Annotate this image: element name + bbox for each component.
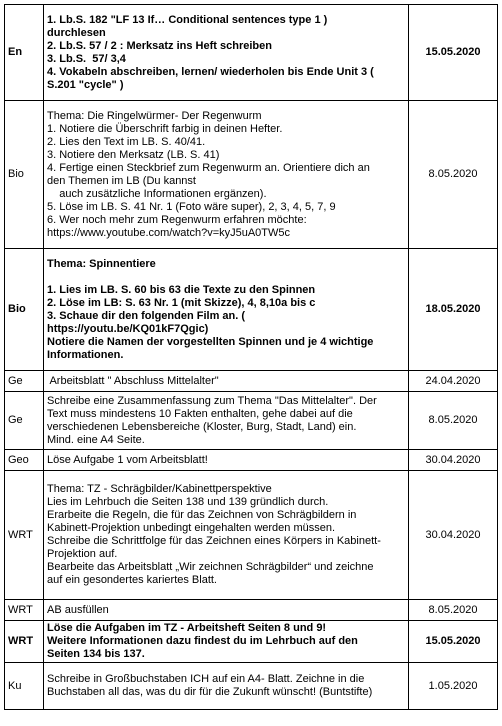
- task-line: Mind. eine A4 Seite.: [47, 433, 145, 446]
- due-date-cell: 8.05.2020: [409, 101, 498, 249]
- task-cell: [44, 600, 409, 621]
- task-line: [47, 271, 405, 284]
- subject-cell: Bio: [5, 101, 44, 249]
- due-date-cell: 15.05.2020: [409, 5, 498, 101]
- subject-cell: WRT: [5, 471, 44, 600]
- task-line: 3. Schaue dir den folgenden Film an. (: [47, 309, 246, 322]
- task-line: 2. Löse im LB: S. 63 Nr. 1 (mit Skizze), 4, 8,10a bis c: [47, 296, 316, 309]
- subject-cell: En: [5, 5, 44, 101]
- task-cell: [44, 392, 409, 450]
- subject-cell: Geo: [5, 450, 44, 471]
- task-line: den Themen im LB (Du kannst: [47, 174, 196, 187]
- task-line: AB ausfüllen: [47, 603, 109, 616]
- task-line: Erarbeite die Regeln, die für das Zeichnen von Schrägbildern in: [47, 509, 357, 521]
- task-line: 1. Lies im LB. S. 60 bis 63 die Texte zu den Spinnen: [47, 283, 316, 296]
- task-line: Notiere die Namen der vorgestellten Spinnen und je 4 wichtige: [47, 335, 374, 348]
- table-row: [5, 621, 498, 663]
- task-line: 1. Lb.S. 182 "LF 13 If… Conditional sentences type 1 ): [47, 13, 328, 26]
- task-line: Thema: TZ - Schrägbilder/Kabinettperspektive: [47, 483, 272, 495]
- task-cell: [44, 101, 409, 249]
- table-row: [5, 392, 498, 450]
- due-date-cell: 15.05.2020: [409, 621, 498, 663]
- subject-cell: Ge: [5, 392, 44, 450]
- table-row: [5, 101, 498, 249]
- task-line: verschiedenen Lebensbereiche (Kloster, Burg, Stadt, Land) ein.: [47, 420, 357, 433]
- task-line: 4. Vokabeln abschreiben, lernen/ wiederholen bis Ende Unit 3 (: [47, 65, 374, 78]
- task-line: Kabinett-Projektion unbedingt eingehalten werden müssen.: [47, 522, 336, 534]
- due-date-cell: 18.05.2020: [409, 249, 498, 371]
- task-line: 1. Notiere die Überschrift farbig in deinen Hefter.: [47, 122, 283, 135]
- task-line: auf ein gesondertes kariertes Blatt.: [47, 574, 217, 586]
- task-line: Thema: Spinnentiere: [47, 257, 156, 270]
- subject-cell: Ge: [5, 371, 44, 392]
- task-line: https://www.youtube.com/watch?v=kyJ5uA0TW5c: [47, 226, 291, 239]
- table-row: [5, 371, 498, 392]
- table-row: [5, 471, 498, 600]
- task-line: 5. Löse im LB. S. 41 Nr. 1 (Foto wäre super), 2, 3, 4, 5, 7, 9: [47, 200, 336, 213]
- task-line: auch zusätzliche Informationen ergänzen).: [47, 187, 267, 200]
- due-date-cell: 8.05.2020: [409, 392, 498, 450]
- table-row: [5, 663, 498, 710]
- task-line: Bearbeite das Arbeitsblatt „Wir zeichnen Schrägbilder“ und zeichne: [47, 561, 374, 573]
- task-line: Schreibe eine Zusammenfassung zum Thema "Das Mittelalter". Der: [47, 394, 377, 407]
- due-date-cell: 1.05.2020: [409, 663, 498, 710]
- task-cell: [44, 450, 409, 471]
- due-date-cell: 8.05.2020: [409, 600, 498, 621]
- table-row: [5, 5, 498, 101]
- task-line: Weitere Informationen dazu findest du im Lehrbuch auf den: [47, 635, 358, 647]
- task-line: https://youtu.be/KQ01kF7Qgic): [47, 322, 209, 335]
- homework-table: [4, 4, 498, 710]
- task-cell: [44, 249, 409, 371]
- task-line: Arbeitsblatt " Abschluss Mittelalter": [47, 374, 219, 387]
- task-line: Schreibe in Großbuchstaben ICH auf ein A4- Blatt. Zeichne in die: [47, 673, 365, 685]
- task-line: Informationen.: [47, 348, 124, 361]
- due-date-cell: 30.04.2020: [409, 471, 498, 600]
- task-line: Text muss mindestens 10 Fakten enthalten, gehe dabei auf die: [47, 407, 353, 420]
- subject-cell: Ku: [5, 663, 44, 710]
- task-line: 6. Wer noch mehr zum Regenwurm erfahren möchte:: [47, 213, 307, 226]
- task-line: 3. Notiere den Merksatz (LB. S. 41): [47, 148, 220, 161]
- table-row: [5, 249, 498, 371]
- subject-cell: WRT: [5, 600, 44, 621]
- homework-table-body: [5, 5, 498, 710]
- task-line: durchlesen: [47, 26, 106, 39]
- subject-cell: WRT: [5, 621, 44, 663]
- task-line: Buchstaben all das, was du dir für die Zukunft wünscht! (Buntstifte): [47, 686, 373, 698]
- subject-cell: Bio: [5, 249, 44, 371]
- task-cell: [44, 663, 409, 710]
- task-cell: [44, 371, 409, 392]
- task-cell: [44, 471, 409, 600]
- task-line: 2. Lies den Text im LB. S. 40/41.: [47, 135, 206, 148]
- table-row: [5, 450, 498, 471]
- task-line: 4. Fertige einen Steckbrief zum Regenwurm an. Orientiere dich an: [47, 161, 370, 174]
- task-line: 3. Lb.S. 57/ 3,4: [47, 52, 126, 65]
- task-line: S.201 "cycle" ): [47, 78, 124, 91]
- task-line: Schreibe die Schrittfolge für das Zeichnen eines Körpers in Kabinett-: [47, 535, 381, 547]
- task-line: 2. Lb.S. 57 / 2 : Merksatz ins Heft schreiben: [47, 39, 272, 52]
- task-cell: [44, 621, 409, 663]
- task-line: Lies im Lehrbuch die Seiten 138 und 139 gründlich durch.: [47, 496, 329, 508]
- due-date-cell: 30.04.2020: [409, 450, 498, 471]
- due-date-cell: 24.04.2020: [409, 371, 498, 392]
- task-line: Löse die Aufgaben im TZ - Arbeitsheft Seiten 8 und 9!: [47, 622, 327, 634]
- task-cell: [44, 5, 409, 101]
- task-line: Löse Aufgabe 1 vom Arbeitsblatt!: [47, 453, 208, 466]
- task-line: Thema: Die Ringelwürmer- Der Regenwurm: [47, 109, 262, 122]
- task-line: Projektion auf.: [47, 548, 118, 560]
- task-line: Seiten 134 bis 137.: [47, 648, 145, 660]
- table-row: [5, 600, 498, 621]
